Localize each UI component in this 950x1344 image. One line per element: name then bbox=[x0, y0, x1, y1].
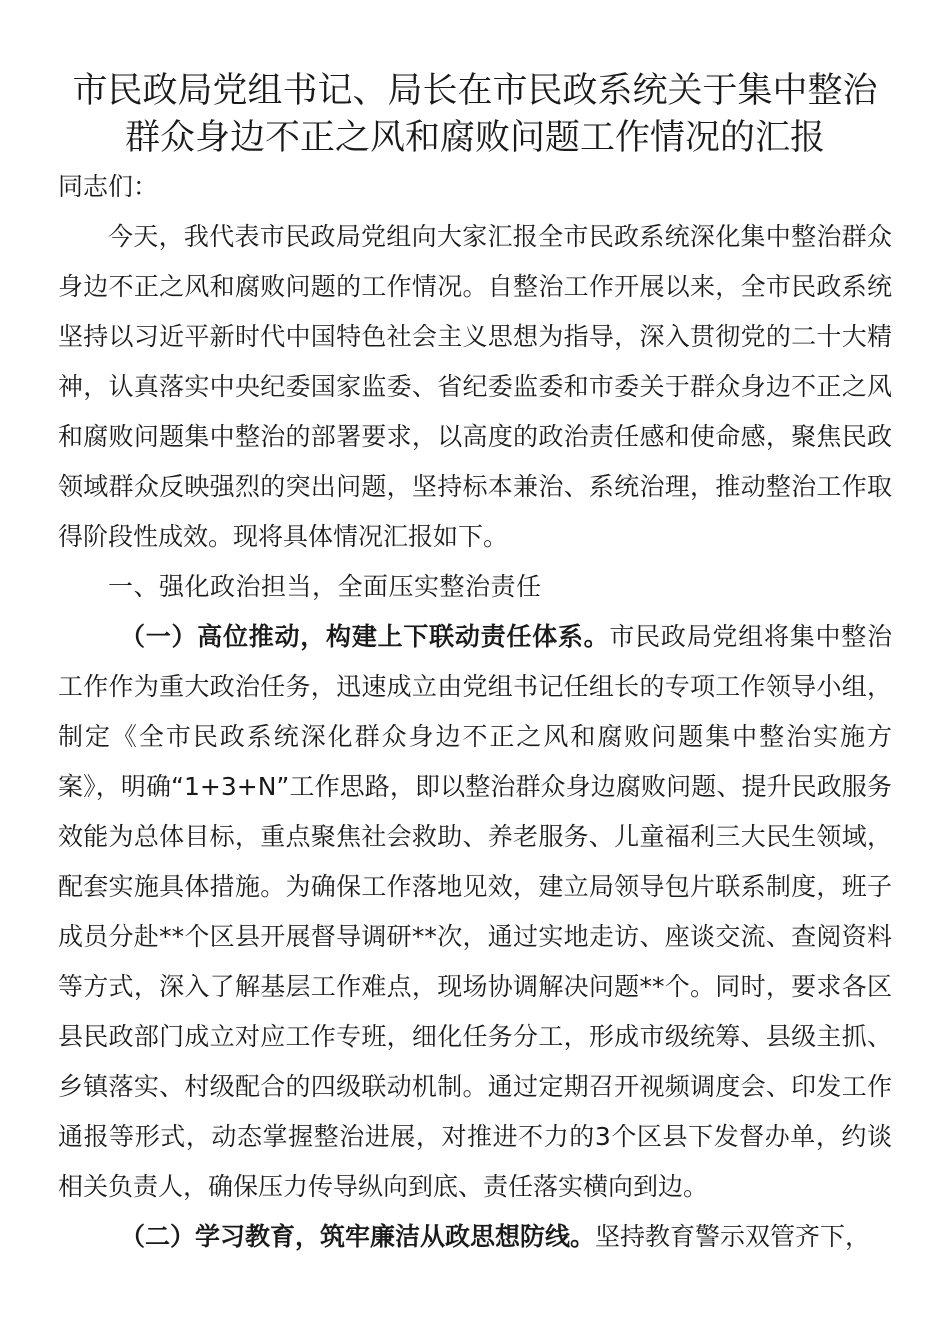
subsection-1-body: 市民政局党组将集中整治工作作为重大政治任务，迅速成立由党组书记任组长的专项工作领导小组，制定《全市民政系统深化群众身边不正之风和腐败问题集中整治实施方案》，明确“1+3+N”工作思路，即以整治群众身边腐败问题、提升民政服务效能为总体目标，重点聚焦社会救助、养老服务、儿童福利三大民生领域，配套实施具体措施。为确保工作落地见效，建立局领导包片联系制度，班子成员分赴**个区县开展督导调研**次，通过实地走访、座谈交流、查阅资料等方式，深入了解基层工作难点，现场协调解决问题**个。同时，要求各区县民政部门成立对应工作专班，细化任务分工，形成市级统筹、县级主抓、乡镇落实、村级配合的四级联动机制。通过定期召开视频调度会、印发工作通报等形式，动态掌握整治进展，对推进不力的3个区县下发督办单，约谈相关负责人，确保压力传导纵向到底、责任落实横向到边。 bbox=[58, 622, 892, 1201]
subsection-1-lead: （一）高位推动，构建上下联动责任体系。 bbox=[120, 622, 610, 651]
section-1-heading: 一、强化政治担当，全面压实整治责任 bbox=[108, 572, 542, 601]
subsection-1-paragraph bbox=[58, 612, 892, 1212]
intro-paragraph: 今天，我代表市民政局党组向大家汇报全市民政系统深化集中整治群众身边不正之风和腐败问题的工作情况。自整治工作开展以来，全市民政系统坚持以习近平新时代中国特色社会主义思想为指导，深入贯彻党的二十大精神，认真落实中央纪委国家监委、省纪委监委和市委关于群众身边不正之风和腐败问题集中整治的部署要求，以高度的政治责任感和使命感，聚焦民政领域群众反映强烈的突出问题，坚持标本兼治、系统治理，推动整治工作取得阶段性成效。现将具体情况汇报如下。 bbox=[58, 222, 892, 551]
subsection-2-paragraph bbox=[58, 1212, 892, 1262]
salutation: 同志们： bbox=[58, 172, 159, 201]
subsection-2-lead: （二）学习教育，筑牢廉洁从政思想防线。 bbox=[120, 1222, 596, 1251]
title-line-1: 市民政局党组书记、局长在市民政系统关于集中整治 bbox=[72, 71, 878, 111]
subsection-2-body: 坚持教育警示双管齐下， bbox=[595, 1222, 871, 1251]
title-line-2: 群众身边不正之风和腐败问题工作情况的汇报 bbox=[124, 118, 825, 158]
document-title bbox=[58, 68, 892, 162]
